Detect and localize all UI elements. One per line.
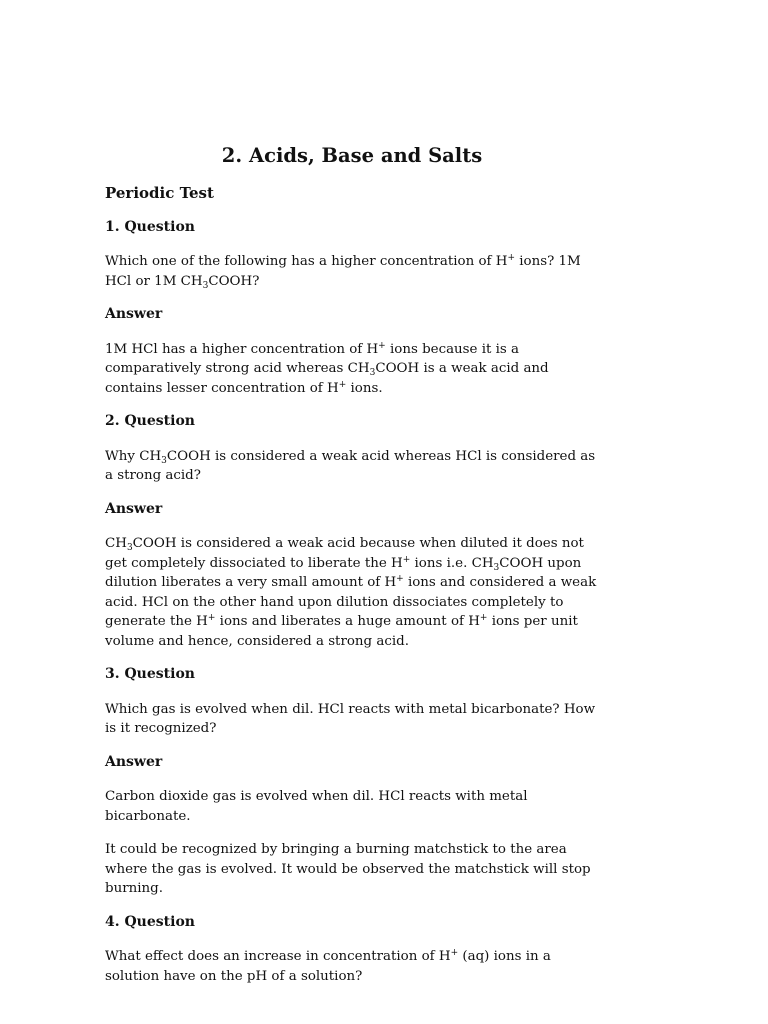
question-2-heading: 2. Question bbox=[105, 413, 195, 429]
question-3-text: Which gas is evolved when dil. HCl reacts with metal bicarbonate? How is it recognized? bbox=[105, 701, 596, 736]
question-4-heading: 4. Question bbox=[105, 913, 195, 930]
question-4-text: What effect does an increase in concentration of H+ (aq) ions in a solution have on the pH of a solution? bbox=[105, 948, 551, 984]
answer-3-heading: Answer bbox=[105, 753, 163, 770]
section-heading: Periodic Test bbox=[105, 184, 214, 202]
answer-1-text: 1M HCl has a higher concentration of H+ ions because it is a comparatively strong acid whereas $CH_3COOH$ is a weak acid and contains lesser concentration of H+ ions. bbox=[105, 340, 549, 396]
question-3-heading: 3. Question bbox=[105, 666, 195, 682]
question-1-text: Which one of the following has a higher concentration of H+ ions? 1M HCl or 1M $CH_3COOH$? bbox=[105, 253, 581, 291]
page-title: 2. Acids, Base and Salts bbox=[221, 144, 483, 167]
answer-3-text-2: It could be recognized by bringing a burning matchstick to the area where the gas is evolved. It would be observed the matchstick will stop burning. bbox=[105, 842, 591, 896]
answer-3-text-1: Carbon dioxide gas is evolved when dil. HCl reacts with metal bicarbonate. bbox=[105, 789, 528, 824]
question-2-text: Why $CH_3COOH$ is considered a weak acid whereas HCl is considered as a strong acid? bbox=[105, 448, 596, 483]
question-1-heading: 1. Question bbox=[105, 218, 195, 235]
document-content bbox=[105, 184, 600, 1000]
answer-1-heading: Answer bbox=[105, 306, 163, 322]
answer-2-text: $CH_3COOH$ is considered a weak acid because when diluted it does not get completely dissociated to liberate the H+ ions i.e. $CH_3COOH$ upon dilution liberates a very small amount of H+ ions and considered a weak acid. HCl on the other hand upon dilution dissociates completely to generate the H+ ions and liberates a huge amount of H+ ions per unit volume and hence, considered a strong acid. bbox=[105, 536, 597, 649]
answer-2-heading: Answer bbox=[105, 500, 163, 517]
